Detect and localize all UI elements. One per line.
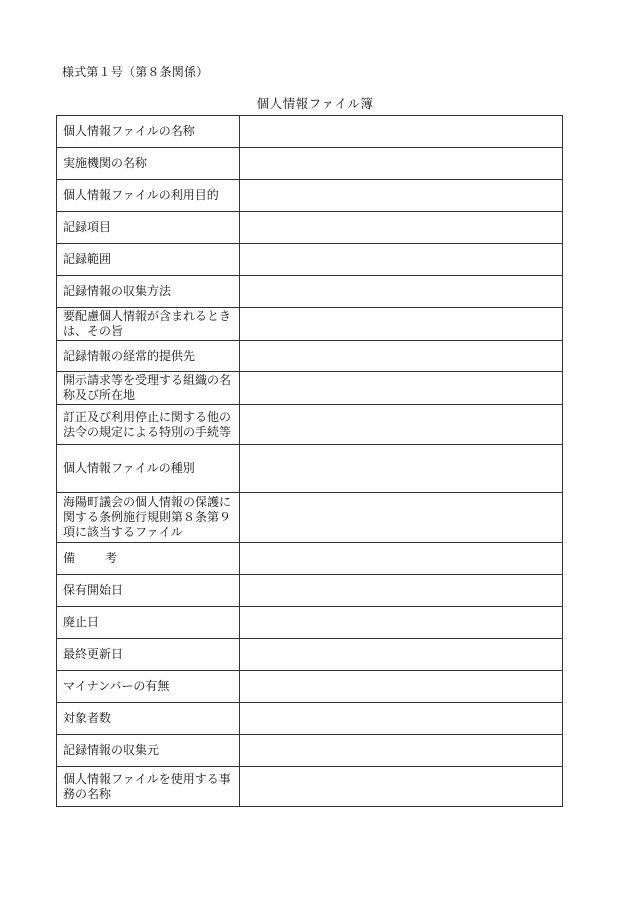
- row-value: [240, 372, 563, 405]
- table-row: [57, 244, 563, 276]
- row-label: 個人情報ファイルの種別: [57, 445, 240, 493]
- form-number: 様式第１号（第８条関係）: [62, 65, 209, 79]
- table-row: [57, 180, 563, 212]
- row-label: 個人情報ファイルの名称: [57, 116, 240, 148]
- row-label: 記録項目: [57, 212, 240, 244]
- table-row: [57, 405, 563, 445]
- row-label: 個人情報ファイルを使用する事務の名称: [57, 767, 240, 807]
- row-value: [240, 575, 563, 607]
- row-label: 記録範囲: [57, 244, 240, 276]
- table-row: [57, 116, 563, 148]
- row-value: [240, 308, 563, 341]
- row-value: [240, 639, 563, 671]
- row-label: 対象者数: [57, 703, 240, 735]
- row-value: [240, 276, 563, 308]
- table-row: [57, 607, 563, 639]
- row-value: [240, 767, 563, 807]
- row-label: 備考: [57, 543, 240, 575]
- row-label: マイナンバーの有無: [57, 671, 240, 703]
- table-row: [57, 276, 563, 308]
- row-value: [240, 493, 563, 543]
- table-row: [57, 148, 563, 180]
- row-label: 個人情報ファイルの利用目的: [57, 180, 240, 212]
- row-value: [240, 341, 563, 372]
- table-row: [57, 671, 563, 703]
- row-label: 記録情報の収集元: [57, 735, 240, 767]
- row-label: 記録情報の収集方法: [57, 276, 240, 308]
- table-row: [57, 308, 563, 341]
- row-value: [240, 543, 563, 575]
- table-row: [57, 212, 563, 244]
- row-label: 海陽町議会の個人情報の保護に関する条例施行規則第８条第９項に該当するファイル: [57, 493, 240, 543]
- row-value: [240, 212, 563, 244]
- row-label: 要配慮個人情報が含まれるときは、その旨: [57, 308, 240, 341]
- row-value: [240, 180, 563, 212]
- table-row: [57, 767, 563, 807]
- table-row: [57, 735, 563, 767]
- table-row: [57, 372, 563, 405]
- row-value: [240, 116, 563, 148]
- table-row: [57, 639, 563, 671]
- row-value: [240, 735, 563, 767]
- row-label: 保有開始日: [57, 575, 240, 607]
- row-label: 廃止日: [57, 607, 240, 639]
- row-value: [240, 148, 563, 180]
- document-title: 個人情報ファイル簿: [256, 96, 374, 111]
- table-row: [57, 543, 563, 575]
- row-value: [240, 445, 563, 493]
- row-label: 実施機関の名称: [57, 148, 240, 180]
- row-value: [240, 405, 563, 445]
- table-row: [57, 703, 563, 735]
- row-label: 訂正及び利用停止に関する他の法令の規定による特別の手続等: [57, 405, 240, 445]
- row-label: 最終更新日: [57, 639, 240, 671]
- row-value: [240, 671, 563, 703]
- row-value: [240, 244, 563, 276]
- table-row: [57, 575, 563, 607]
- register-table: [56, 115, 563, 807]
- table-row: [57, 493, 563, 543]
- table-row: [57, 445, 563, 493]
- row-label: 記録情報の経常的提供先: [57, 341, 240, 372]
- row-label: 開示請求等を受理する組織の名称及び所在地: [57, 372, 240, 405]
- row-value: [240, 607, 563, 639]
- row-value: [240, 703, 563, 735]
- table-row: [57, 341, 563, 372]
